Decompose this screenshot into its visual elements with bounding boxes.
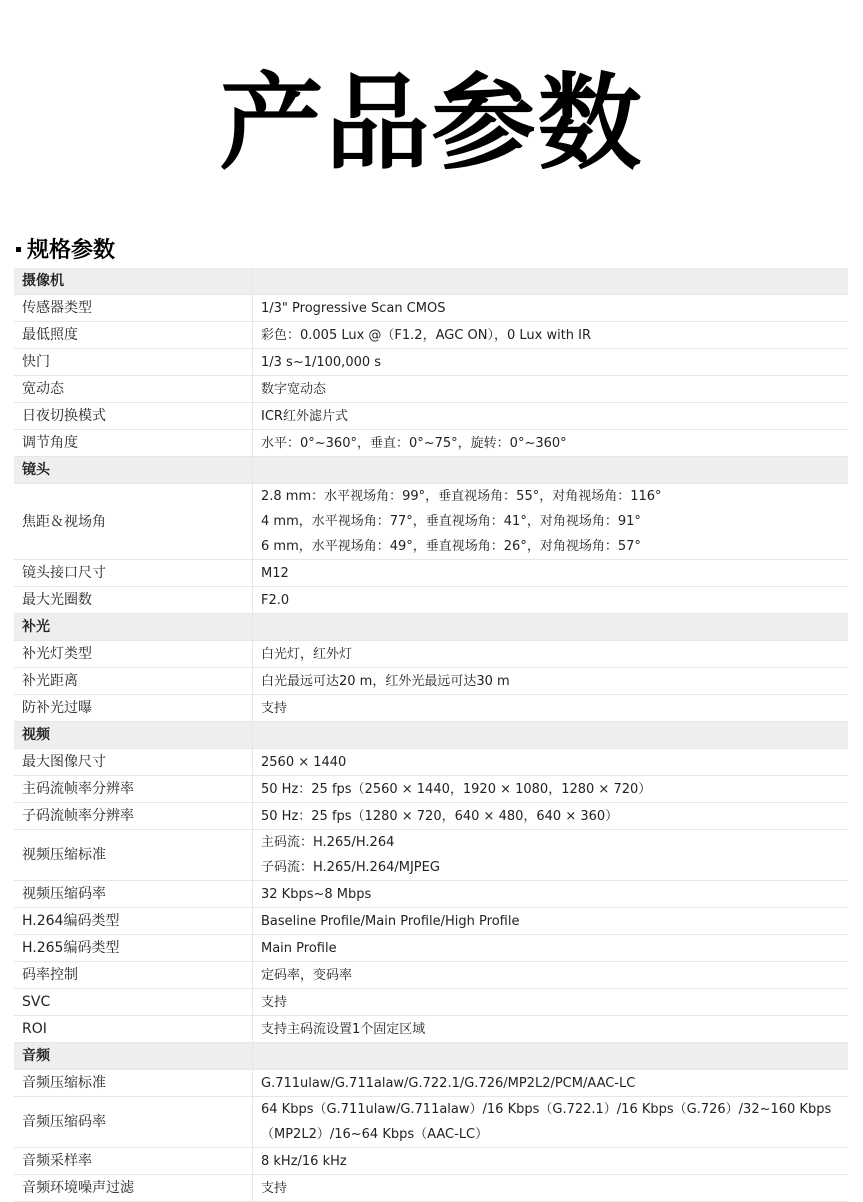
spec-value-line: （MP2L2）/16~64 Kbps（AAC-LC） [261, 1127, 489, 1142]
spec-value-line: 50 Hz：25 fps（1280 × 720，640 × 480，640 × 360） [261, 808, 619, 824]
spec-value [253, 908, 849, 935]
spec-row [14, 295, 848, 322]
spec-value-line: 水平：0°~360°，垂直：0°~75°，旋转：0°~360° [261, 435, 567, 451]
spec-value [253, 484, 849, 560]
spec-value-line: ICR红外滤片式 [261, 408, 348, 424]
spec-value-line: 1/3" Progressive Scan CMOS [261, 300, 446, 316]
spec-value-line: 32 Kbps~8 Mbps [261, 886, 372, 902]
category-label: 补光 [14, 614, 253, 641]
spec-value [253, 989, 849, 1016]
spec-key: 音频压缩码率 [14, 1097, 253, 1148]
spec-value [253, 776, 849, 803]
category-label: 镜头 [14, 457, 253, 484]
category-filler [253, 722, 849, 749]
spec-key: H.264编码类型 [14, 908, 253, 935]
spec-value [253, 403, 849, 430]
spec-key: 音频压缩标准 [14, 1070, 253, 1097]
spec-row [14, 668, 848, 695]
spec-value [253, 1097, 849, 1148]
spec-value-line: 8 kHz/16 kHz [261, 1153, 347, 1169]
category-row [14, 268, 848, 295]
spec-value [253, 1016, 849, 1043]
spec-row [14, 430, 848, 457]
spec-row [14, 349, 848, 376]
spec-row [14, 587, 848, 614]
spec-value [253, 349, 849, 376]
spec-row [14, 1175, 848, 1202]
spec-value [253, 962, 849, 989]
spec-value-line: 6 mm，水平视场角：49°，垂直视场角：26°，对角视场角：57° [261, 539, 641, 554]
spec-value-line: F2.0 [261, 592, 290, 608]
spec-value-line: 数字宽动态 [261, 381, 327, 397]
category-row [14, 457, 848, 484]
page-title: 产品参数 [219, 62, 644, 184]
spec-value [253, 1070, 849, 1097]
spec-value [253, 376, 849, 403]
category-row [14, 722, 848, 749]
spec-key: 最低照度 [14, 322, 253, 349]
spec-key: 调节角度 [14, 430, 253, 457]
spec-value-line: 主码流：H.265/H.264 [261, 835, 395, 850]
spec-value [253, 430, 849, 457]
spec-row [14, 776, 848, 803]
spec-key: 宽动态 [14, 376, 253, 403]
category-label: 音频 [14, 1043, 253, 1070]
spec-key: 音频采样率 [14, 1148, 253, 1175]
spec-key: ROI [14, 1016, 253, 1043]
spec-key: SVC [14, 989, 253, 1016]
spec-key: 视频压缩标准 [14, 830, 253, 881]
section-heading [16, 236, 115, 266]
spec-row [14, 881, 848, 908]
spec-row [14, 403, 848, 430]
category-row [14, 1043, 848, 1070]
spec-row [14, 989, 848, 1016]
category-filler [253, 457, 849, 484]
spec-key: 补光灯类型 [14, 641, 253, 668]
spec-row [14, 803, 848, 830]
spec-value-line: 支持 [261, 994, 288, 1010]
spec-row [14, 1070, 848, 1097]
spec-value [253, 668, 849, 695]
spec-key: 码率控制 [14, 962, 253, 989]
spec-value-line: 支持 [261, 1180, 288, 1196]
spec-key: 日夜切换模式 [14, 403, 253, 430]
spec-key: 焦距＆视场角 [14, 484, 253, 560]
spec-value-line: 子码流：H.265/H.264/MJPEG [261, 860, 440, 875]
spec-key: 补光距离 [14, 668, 253, 695]
spec-value-line: 4 mm，水平视场角：77°，垂直视场角：41°，对角视场角：91° [261, 514, 641, 529]
spec-row [14, 484, 848, 560]
spec-value-line: Main Profile [261, 940, 337, 956]
category-filler [253, 614, 849, 641]
spec-row [14, 749, 848, 776]
spec-value [253, 1175, 849, 1202]
spec-row [14, 695, 848, 722]
spec-key: 子码流帧率分辨率 [14, 803, 253, 830]
spec-row [14, 376, 848, 403]
spec-value [253, 295, 849, 322]
spec-value-line: 支持主码流设置1个固定区域 [261, 1021, 426, 1037]
spec-row [14, 1148, 848, 1175]
spec-key: 视频压缩码率 [14, 881, 253, 908]
spec-value-line: 彩色：0.005 Lux @（F1.2，AGC ON），0 Lux with IR [261, 327, 592, 343]
category-label: 视频 [14, 722, 253, 749]
spec-value [253, 749, 849, 776]
spec-value-line: 64 Kbps（G.711ulaw/G.711alaw）/16 Kbps（G.722.1）/16 Kbps（G.726）/32~160 Kbps [261, 1102, 832, 1117]
spec-key: 最大光圈数 [14, 587, 253, 614]
spec-value [253, 881, 849, 908]
spec-value [253, 322, 849, 349]
spec-value-line: Baseline Profile/Main Profile/High Profile [261, 913, 520, 929]
spec-value-line: 白光灯，红外灯 [261, 646, 353, 662]
spec-table [14, 268, 848, 1202]
spec-value [253, 587, 849, 614]
spec-key: 音频环境噪声过滤 [14, 1175, 253, 1202]
spec-value [253, 935, 849, 962]
spec-row [14, 830, 848, 881]
spec-row [14, 908, 848, 935]
spec-value [253, 803, 849, 830]
spec-key: 传感器类型 [14, 295, 253, 322]
section-heading-label: 规格参数 [27, 238, 116, 263]
spec-value-line: M12 [261, 565, 289, 581]
spec-key: 防补光过曝 [14, 695, 253, 722]
spec-value-line: G.711ulaw/G.711alaw/G.722.1/G.726/MP2L2/PCM/AAC-LC [261, 1075, 636, 1091]
spec-value-line: 2.8 mm：水平视场角：99°，垂直视场角：55°，对角视场角：116° [261, 489, 662, 504]
spec-key: H.265编码类型 [14, 935, 253, 962]
category-filler [253, 268, 849, 295]
spec-value [253, 830, 849, 881]
spec-key: 最大图像尺寸 [14, 749, 253, 776]
spec-value-line: 2560 × 1440 [261, 754, 347, 770]
spec-value [253, 695, 849, 722]
spec-row [14, 962, 848, 989]
spec-row [14, 1016, 848, 1043]
spec-value-line: 支持 [261, 700, 288, 716]
bullet-icon [16, 247, 21, 252]
category-row [14, 614, 848, 641]
spec-key: 主码流帧率分辨率 [14, 776, 253, 803]
spec-value-line: 白光最远可达20 m，红外光最远可达30 m [261, 673, 510, 689]
spec-key: 镜头接口尺寸 [14, 560, 253, 587]
spec-row [14, 935, 848, 962]
spec-row [14, 1097, 848, 1148]
spec-value [253, 560, 849, 587]
spec-key: 快门 [14, 349, 253, 376]
category-label: 摄像机 [14, 268, 253, 295]
spec-row [14, 641, 848, 668]
spec-value-line: 50 Hz：25 fps（2560 × 1440，1920 × 1080，1280 × 720） [261, 781, 652, 797]
spec-row [14, 560, 848, 587]
spec-row [14, 322, 848, 349]
spec-value [253, 641, 849, 668]
spec-value-line: 定码率，变码率 [261, 967, 353, 983]
category-filler [253, 1043, 849, 1070]
spec-value-line: 1/3 s~1/100,000 s [261, 354, 382, 370]
spec-value [253, 1148, 849, 1175]
